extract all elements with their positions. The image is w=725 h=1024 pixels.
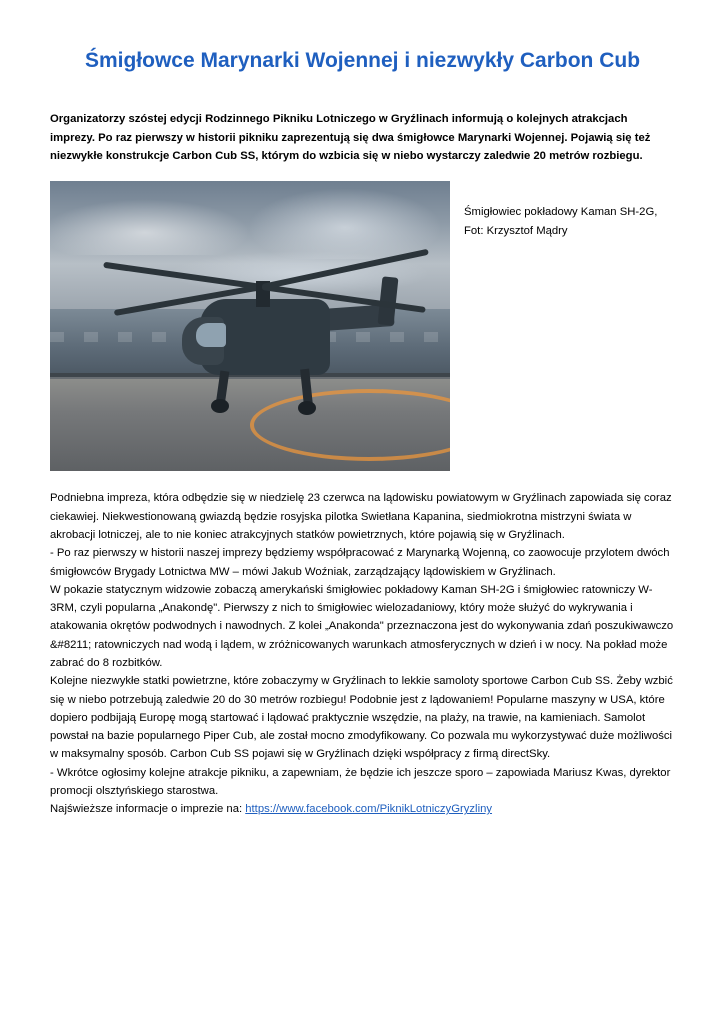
- body-paragraph: - Po raz pierwszy w historii naszej imprezy będziemy współpracować z Marynarką Wojenną, co zaowocuje przylotem dwóch śmigłowców Brygady Lotnictwa MW – mówi Jakub Woźniak, zarządzający lądowiskiem w Gryźlinach.: [50, 547, 670, 578]
- image-with-caption: [50, 181, 675, 471]
- body-paragraph: Podniebna impreza, która odbędzie się w niedzielę 23 czerwca na lądowisku powiatowym w Gryźlinach zapowiada się coraz ciekawiej. Niekwestionowaną gwiazdą będzie rosyjska pilotka Swietłana Kapanina, siedmiokrotna mistrzyni świata w akrobacji lotniczej, ale to nie koniec atrakcyjnych statków powietrznych, które pojawią się w Gryźlinach.: [50, 492, 672, 541]
- facebook-link[interactable]: https://www.facebook.com/PiknikLotniczyGryzliny: [245, 803, 493, 816]
- footer-line: [50, 800, 675, 818]
- body-paragraph: - Wkrótce ogłosimy kolejne atrakcje pikniku, a zapewniam, że będzie ich jeszcze sporo – zapowiada Mariusz Kwas, dyrektor promocji olsztyńskiego starostwa.: [50, 766, 671, 798]
- body-paragraph: Kolejne niezwykłe statki powietrzne, które zobaczymy w Gryźlinach to lekkie samoloty sportowe Carbon Cub SS. Żeby wzbić się w niebo potrzebują zaledwie 20 do 30 metrów rozbiegu! Podobnie jest z lądowaniem! Popularne maszyny w USA, które dopiero podbijają Europę mogą startować i lądować praktycznie wszędzie, na plaży, na trawie, na kamieniach. Samolot powstał na bazie popularnego Piper Cub, ale został mocno zmodyfikowany. Co pozwala mu wykorzystywać duże możliwości w maksymalny sposób. Carbon Cub SS pojawi się w Gryźlinach dzięki współpracy z firmą directSky.: [50, 675, 673, 761]
- helicopter-photo: [50, 181, 450, 471]
- image-caption: Śmigłowiec pokładowy Kaman SH-2G, Fot: Krzysztof Mądry: [464, 206, 658, 237]
- page-title: Śmigłowce Marynarki Wojennej i niezwykły Carbon Cub: [84, 49, 641, 72]
- photo-deck-marking: [50, 377, 450, 379]
- article-body: [50, 489, 675, 818]
- photo-cockpit-window: [196, 323, 226, 347]
- footer-prefix: Najświeższe informacje o imprezie na:: [50, 803, 246, 816]
- photo-cloud: [250, 189, 440, 259]
- lead-paragraph: Organizatorzy szóstej edycji Rodzinnego Pikniku Lotniczego w Gryźlinach informują o kolejnych atrakcjach imprezy. Po raz pierwszy w historii pikniku zaprezentują się dwa śmigłowce Marynarki Wojennej. Pojawią się też niezwykłe konstrukcje Carbon Cub SS, którym do wzbicia się w niebo wystarczy zaledwie 20 metrów rozbiegu.: [50, 113, 651, 163]
- body-paragraph: W pokazie statycznym widzowie zobaczą amerykański śmigłowiec pokładowy Kaman SH-2G i śmigłowiec ratowniczy W-3RM, czyli popularna „Anakondę". Pierwszy z nich to śmigłowiec wielozadaniowy, który może służyć do wykrywania i atakowania okrętów podwodnych i nawodnych. Z kolei „Anakonda" przeznaczona jest do wykonywania zdań poszukiwawczo &#8211; ratowniczych nad wodą i lądem, w zróżnicowanych warunkach atmosferycznych w dzień i w nocy. Na pokład może zabrać do 8 rozbitków.: [50, 583, 674, 669]
- photo-cloud: [50, 199, 250, 255]
